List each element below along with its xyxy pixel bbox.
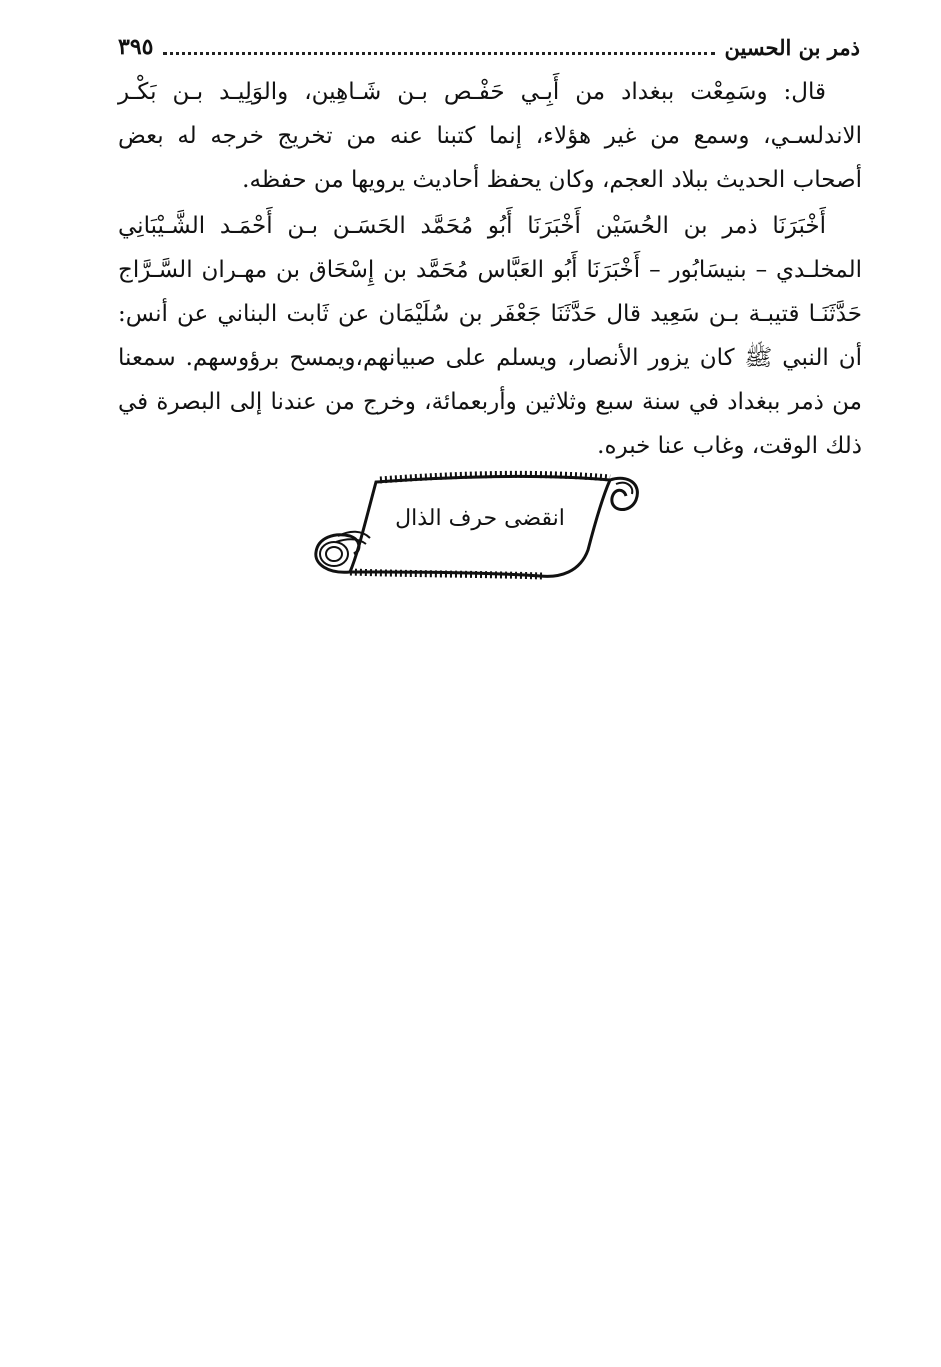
dotted-leader	[163, 40, 714, 55]
header-title: ذمر بن الحسين	[724, 34, 860, 60]
paragraph-1: قال: وسَمِعْت ببغداد من أَبِـي حَفْـص بـن شَـاهِين، والوَلِيـد بـن بَكْـر الاندلسـي، وسمع من غير هؤلاء، إنما كتبنا عنه من تخريج خرجه له بعض أصحاب الحديث ببلاد العجم، وكان يحفظ أحاديث يرويها من حفظه.	[118, 79, 862, 193]
section-end-label: انقضى حرف الذال	[395, 506, 565, 531]
page-number: ٣٩٥	[118, 34, 154, 60]
paragraph-2: أَخْبَرَنَا ذمر بن الحُسَيْن أَخْبَرَنَا أَبُو مُحَمَّد الحَسَـن بـن أَحْمَـد الشَّـيْبَانِي المخلـدي – بنيسَابُور – أَخْبَرَنَا أَبُو العَبَّاس مُحَمَّد بن إِسْحَاق بن مهـران السَّـرَّاج حَدَّثَنَـا قتيبـة بـن سَعِيد قال حَدَّثَنَا جَعْفَر بن سُلَيْمَان عن ثَابت البناني عن أنس: أن النبي ﷺ كان يزور الأنصار، ويسلم على صبيانهم،ويمسح برؤوسهم. سمعنا من ذمر ببغداد في سنة سبع وثلاثين وأربعمائة، وخرج من عندنا إلى البصرة في ذلك الوقت، وغاب عنا خبره.	[118, 213, 862, 459]
section-end-scroll	[310, 468, 650, 580]
body-text	[118, 70, 862, 468]
running-header	[118, 30, 860, 64]
